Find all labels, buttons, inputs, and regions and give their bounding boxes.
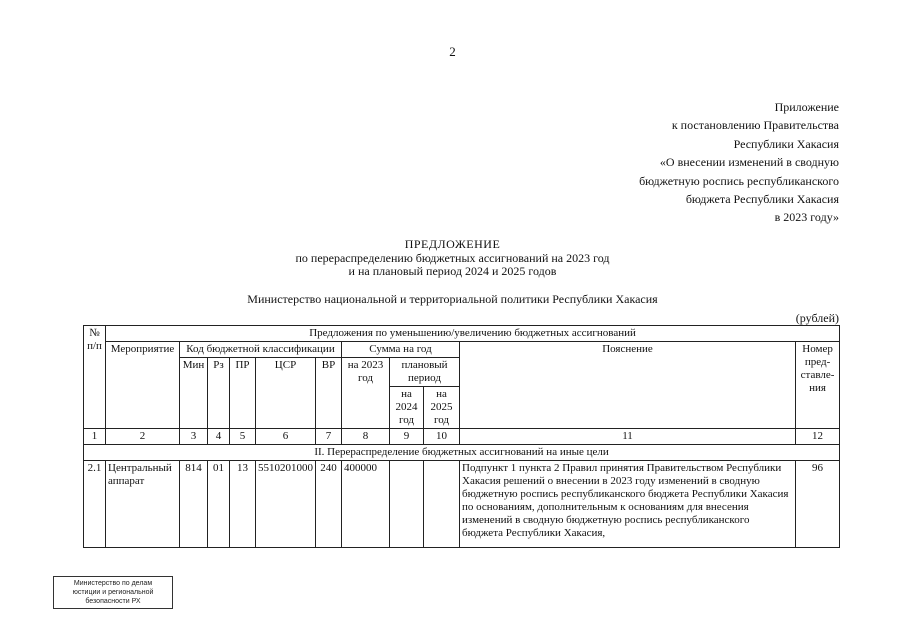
header-rz: Рз: [208, 358, 230, 429]
header-vr: ВР: [316, 358, 342, 429]
header-submission-number: Номер пред-ставле-ния: [796, 342, 840, 429]
header-num: № п/п: [84, 326, 106, 429]
column-number: 10: [424, 429, 460, 445]
ministry-name: Министерство национальной и территориальной политики Республики Хакасия: [247, 292, 658, 306]
appendix-line: Приложение: [774, 100, 839, 114]
column-number: 6: [256, 429, 316, 445]
section-title: II. Перераспределение бюджетных ассигнований на иные цели: [84, 445, 840, 461]
stamp-line: безопасности РХ: [85, 598, 141, 605]
header-2025: на 2025 год: [424, 387, 460, 429]
appendix-line: бюджета Республики Хакасия: [685, 192, 839, 207]
document-heading: [0, 236, 905, 278]
budget-table: [83, 325, 840, 548]
column-number: 8: [342, 429, 390, 445]
page-number: 2: [449, 44, 456, 59]
units-label: (рублей): [795, 311, 839, 325]
column-number: 5: [230, 429, 256, 445]
column-number: 11: [460, 429, 796, 445]
header-code: Код бюджетной классификации: [180, 342, 342, 358]
header-explanation: Пояснение: [460, 342, 796, 429]
column-number: 4: [208, 429, 230, 445]
row-explanation: Подпункт 1 пункта 2 Правил принятия Правительством Республики Хакасия решений о внесении в 2023 году изменений в сводную бюджетную роспись республиканского бюджета Республики Хакасия по основаниям, дополнительным к основаниям для внесения изменений в сводную бюджетную роспись республиканского бюджета Республики Хакасия,: [460, 461, 796, 548]
appendix-line: в 2023 году»: [774, 210, 839, 225]
row-csr: 5510201000: [256, 461, 316, 548]
header-measure: Мероприятие: [106, 342, 180, 429]
column-number-row: [84, 429, 840, 445]
row-rz: 01: [208, 461, 230, 548]
column-number: 7: [316, 429, 342, 445]
row-sum-2025: [424, 461, 460, 548]
header-pr: ПР: [230, 358, 256, 429]
appendix-line: к постановлению Правительства: [671, 118, 839, 133]
stamp-line: юстиции и региональной: [72, 589, 154, 596]
row-measure: Центральный аппарат: [106, 461, 180, 548]
header-sum: Сумма на год: [342, 342, 460, 358]
ministry-stamp: [53, 576, 173, 609]
row-vr: 240: [316, 461, 342, 548]
row-submission-number: 96: [796, 461, 840, 548]
column-number: 12: [796, 429, 840, 445]
row-min: 814: [180, 461, 208, 548]
appendix-line: Республики Хакасия: [733, 136, 839, 151]
document-title: ПРЕДЛОЖЕНИЕ: [404, 237, 501, 251]
column-number: 2: [106, 429, 180, 445]
header-2024: на 2024 год: [390, 387, 424, 429]
column-number: 9: [390, 429, 424, 445]
header-planned-period: плановый период: [390, 358, 460, 387]
header-proposals: Предложения по уменьшению/увеличению бюджетных ассигнований: [106, 326, 840, 342]
header-csr: ЦСР: [256, 358, 316, 429]
header-2023: на 2023 год: [342, 358, 390, 429]
appendix-line: «О внесении изменений в сводную: [659, 155, 839, 170]
row-sum-2024: [390, 461, 424, 548]
table-row: [84, 461, 840, 548]
row-pr: 13: [230, 461, 256, 548]
appendix-note: [639, 98, 839, 227]
row-sum-2023: 400000: [342, 461, 390, 548]
column-number: 1: [84, 429, 106, 445]
column-number: 3: [180, 429, 208, 445]
appendix-line: бюджетную роспись республиканского: [639, 173, 839, 188]
row-num: 2.1: [84, 461, 106, 548]
document-subtitle-line: и на плановый период 2024 и 2025 годов: [348, 264, 557, 278]
header-min: Мин: [180, 358, 208, 429]
stamp-line: Министерство по делам: [73, 580, 153, 587]
document-subtitle-line: по перераспределению бюджетных ассигнований на 2023 год: [295, 251, 610, 265]
